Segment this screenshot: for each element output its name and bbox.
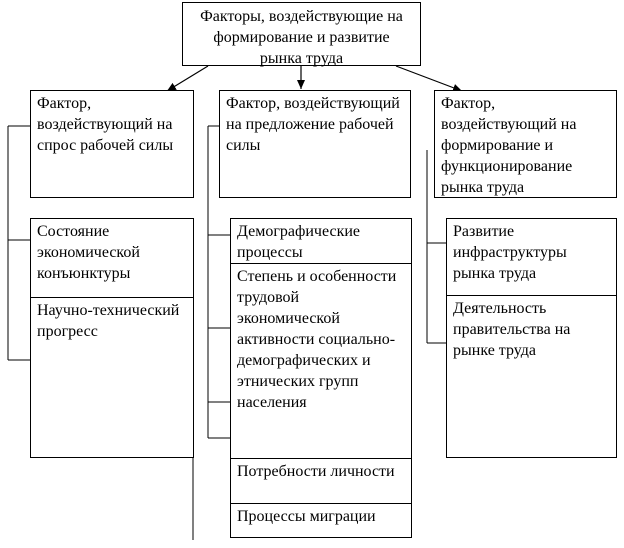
supply-items: [230, 218, 412, 538]
header-market: Фактор, воздействующий на формирование и функционирование рынка труда: [434, 90, 617, 198]
demand-items: [30, 218, 194, 458]
arrow-to-demand: [167, 66, 208, 91]
header-supply: Фактор, воздействующий на предложение рабочей силы: [219, 90, 411, 198]
arrow-to-market: [396, 66, 462, 91]
supply-item-demographic: Демографические процессы: [231, 219, 411, 263]
demand-item-conjuncture: Состояние экономической конъюнктуры: [31, 219, 193, 297]
supply-item-migration: Процессы миграции: [231, 504, 411, 537]
supply-item-activity: Степень и особенности трудовой экономической активности социально-демографических и этнических групп населения: [231, 264, 411, 458]
market-item-infrastructure: Развитие инфраструктуры рынка труда: [447, 219, 616, 295]
bracket-demand: [8, 126, 30, 360]
demand-item-tech-progress: Научно-технический прогресс: [31, 298, 193, 398]
market-item-government: Деятельность правительства на рынке труда: [447, 296, 616, 396]
top-box: Факторы, воздействующие на формирование и развитие рынка труда: [182, 2, 421, 66]
supply-item-needs: Потребности личности: [231, 459, 411, 503]
market-items: [446, 218, 617, 458]
header-demand: Фактор, воздействующий на спрос рабочей силы: [30, 90, 194, 198]
